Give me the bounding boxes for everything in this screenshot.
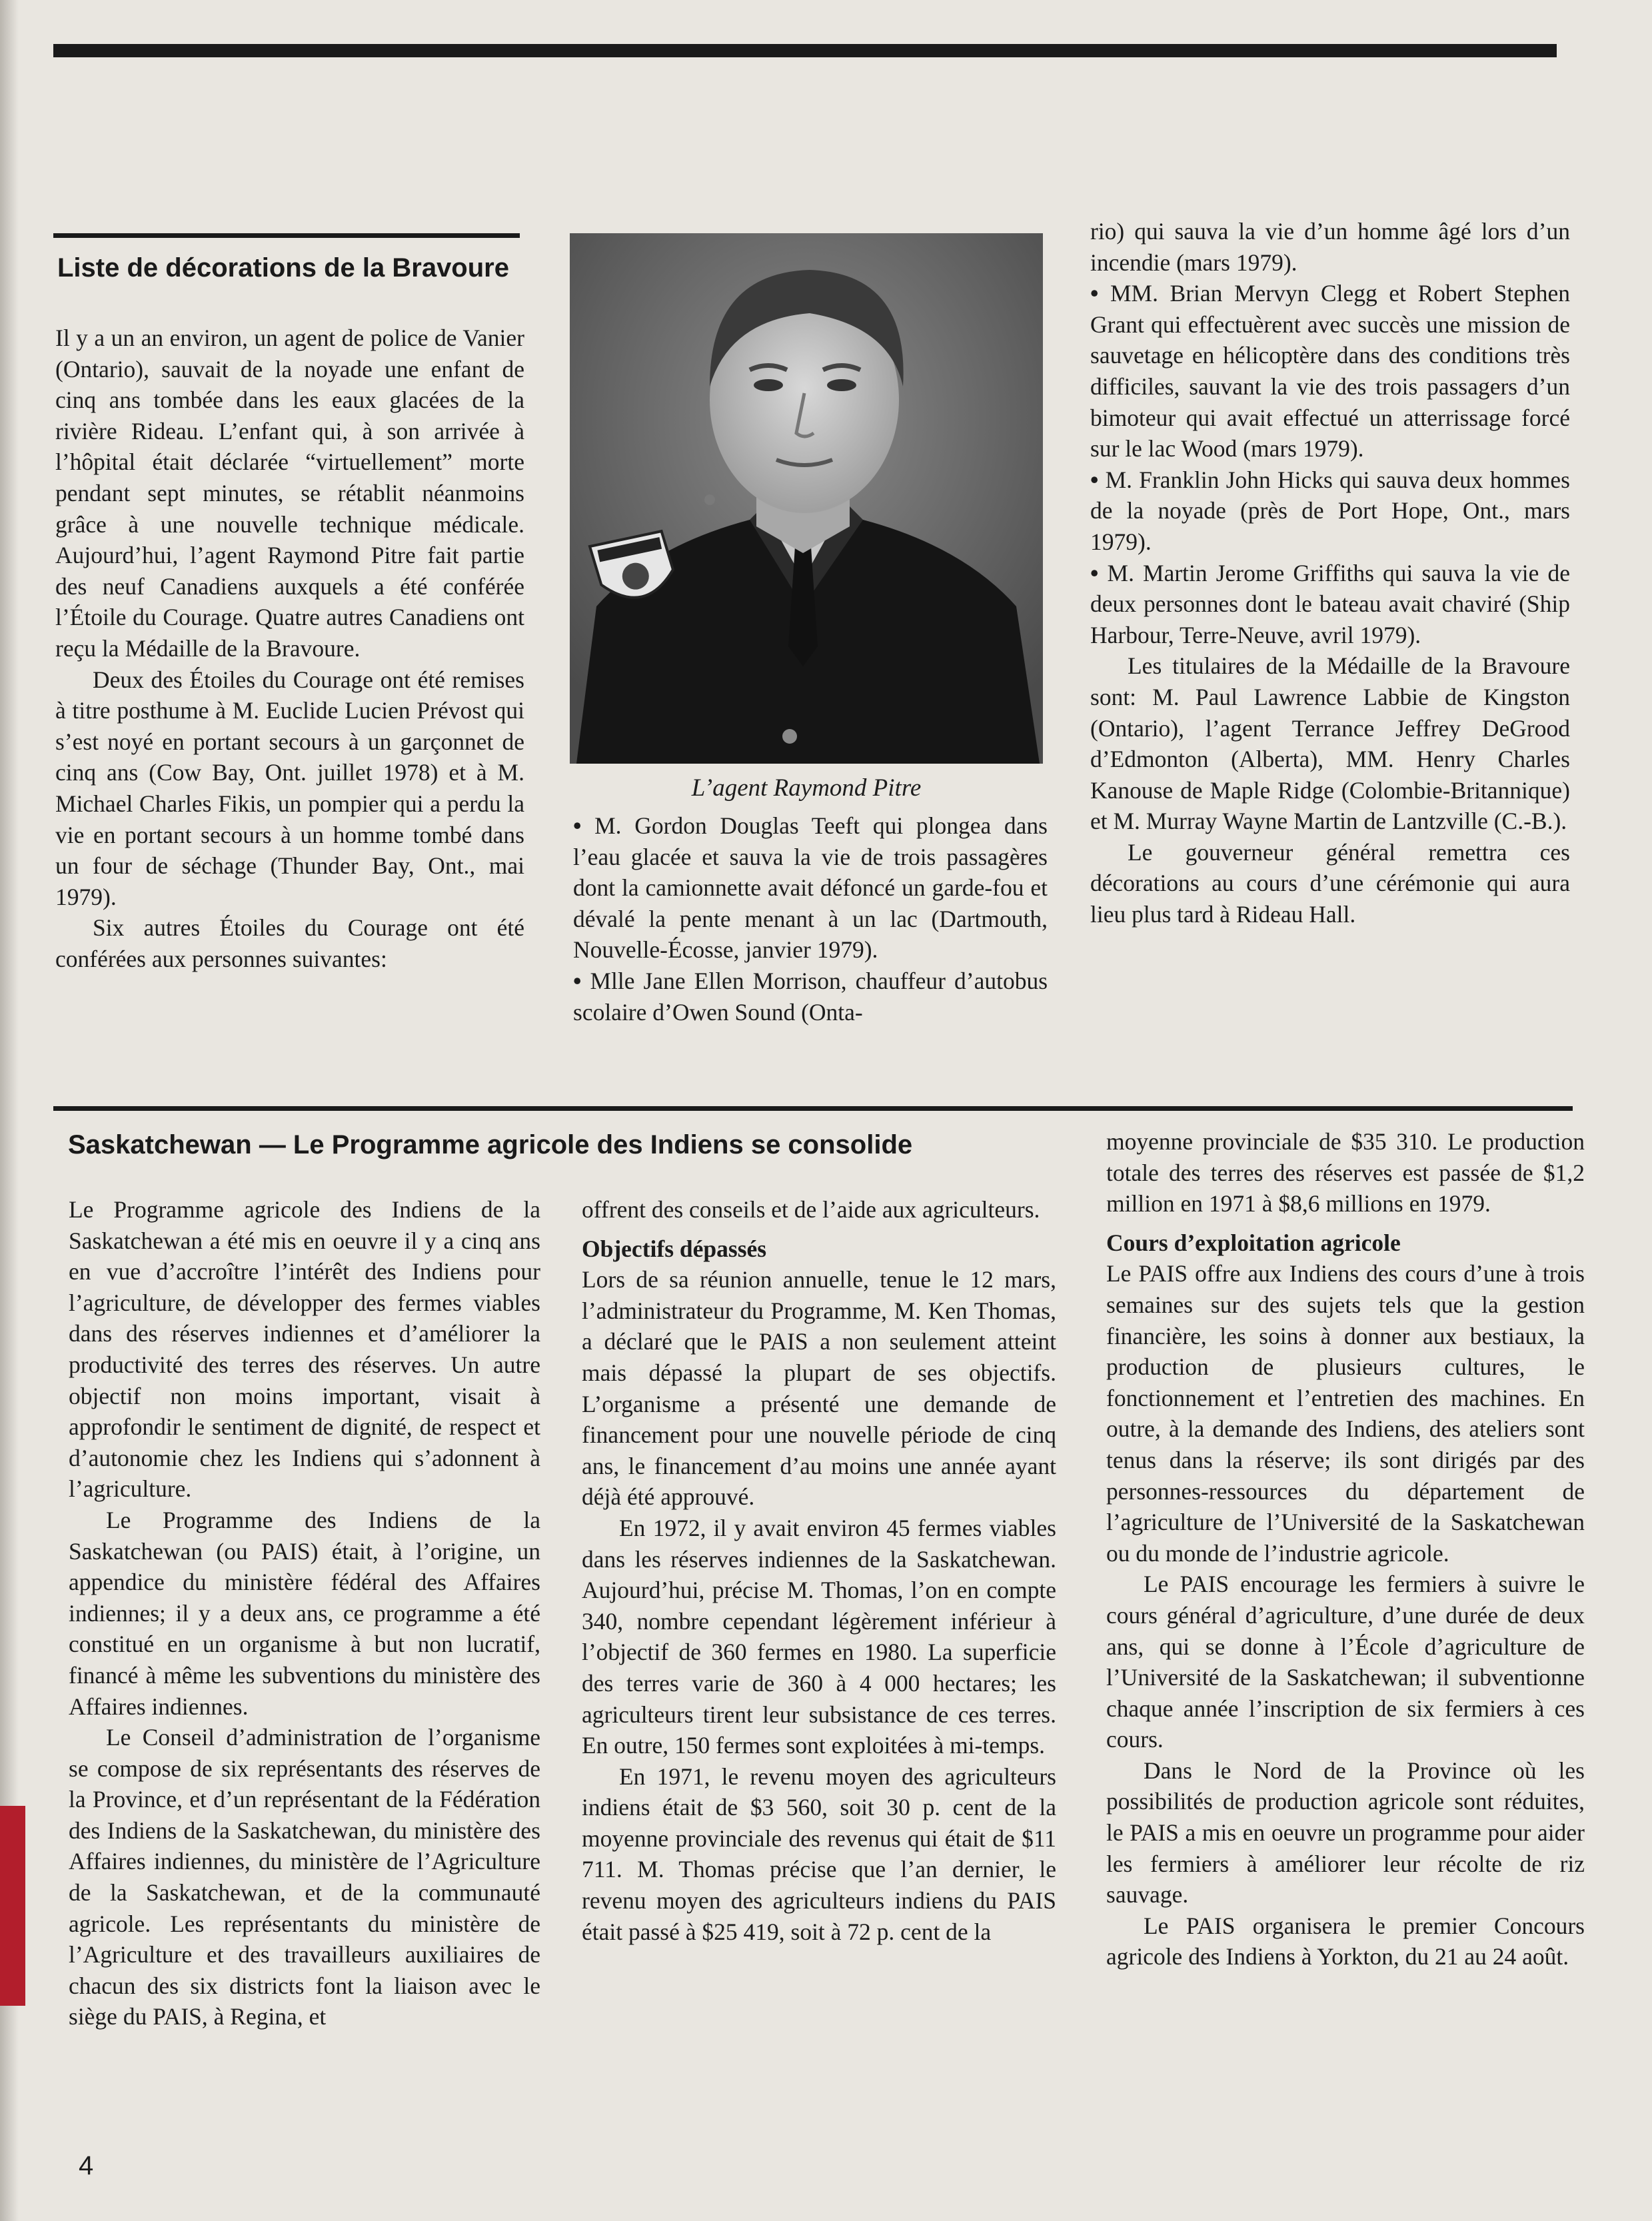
paragraph: Dans le Nord de la Province où les possibilités de production agricole sont réduites, le PAIS a mis en oeuvre un programme pour aider les fermiers à améliorer leur récolte de riz sauvage.	[1106, 1757, 1585, 1908]
paragraph: Deux des Étoiles du Courage ont été remises à titre posthume à M. Euclide Lucien Prévost qui s’est noyé en portant secours à un garçonnet de cinq ans (Cow Bay, Ont. juillet 1978) et à M. Michael Charles Fikis, un pompier qui a perdu la vie en portant secours à un homme tombé dans un four de séchage (Thunder Bay, Ont., mai 1979).	[55, 666, 524, 910]
portrait-illustration	[570, 233, 1043, 764]
photo-caption: L’agent Raymond Pitre	[691, 774, 922, 802]
list-item: • M. Gordon Douglas Teeft qui plongea dans l’eau glacée et sauva la vie de trois passagères dont la camionnette avait défoncé un garde-fou et dévalé la pente menant à un lac (Dartmouth, Nouvelle-Écosse, janvier 1979).	[573, 810, 1048, 966]
paragraph: Six autres Étoiles du Courage ont été conférées aux personnes suivantes:	[55, 914, 524, 972]
section2-column-1	[69, 1194, 540, 2032]
page-number: 4	[79, 2151, 94, 2180]
list-item: • MM. Brian Mervyn Clegg et Robert Stephen Grant qui effectuèrent avec succès une mission de sauvetage en hélicoptère dans des conditions très difficiles, sauvant la vie des trois passagers d’un bimoteur qui avait effectué un atterrissage forcé sur le lac Wood (mars 1979).	[1090, 278, 1570, 464]
section1-heading: Liste de décorations de la Bravoure	[57, 253, 509, 283]
subheading-cours: Cours d’exploitation agricole	[1106, 1229, 1401, 1256]
section2-column-2	[582, 1194, 1056, 1947]
section2-rule	[53, 1106, 1573, 1111]
section2-heading: Saskatchewan — Le Programme agricole des Indiens se consolide	[68, 1130, 913, 1159]
paragraph: rio) qui sauva la vie d’un homme âgé lors d’un incendie (mars 1979).	[1090, 218, 1570, 276]
section2-column-3	[1106, 1126, 1585, 1972]
photo-raymond-pitre	[570, 233, 1043, 764]
paragraph: En 1971, le revenu moyen des agriculteurs indiens était de $3 560, soit 30 p. cent de la moyenne provinciale des revenus qui était de $11 711. M. Thomas précise que l’an dernier, le revenu moyen des agriculteurs indiens du PAIS était passé à $25 419, soit à 72 p. cent de la	[582, 1763, 1056, 1945]
paragraph: Le PAIS offre aux Indiens des cours d’une à trois semaines sur des sujets tels que la gestion financière, les soins à donner aux bestiaux, la production de plusieurs cultures, le fonctionnement et l’entretien des machines. En outre, à la demande des Indiens, des ateliers sont tenus dans la réserve; ils sont dirigés par des personnes-ressources du département de l’agriculture de l’Université de la Saskatchewan ou du monde de l’industrie agricole.	[1106, 1260, 1585, 1567]
paragraph: Il y a un an environ, un agent de police de Vanier (Ontario), sauvait de la noyade une enfant de cinq ans tombée dans les eaux glacées de la rivière Rideau. L’enfant qui, à son arrivée à l’hôpital était déclarée “virtuellement” morte pendant sept minutes, se rétablit néanmoins grâce à une nouvelle technique médicale. Aujourd’hui, l’agent Raymond Pitre fait partie des neuf Canadiens auxquels a été conférée l’Étoile du Courage. Quatre autres Canadiens ont reçu la Médaille de la Bravoure.	[55, 325, 524, 662]
top-rule	[53, 44, 1557, 57]
paragraph: Le gouverneur général remettra ces décorations au cours d’une cérémonie qui aura lieu plus tard à Rideau Hall.	[1090, 838, 1570, 928]
section1-column-1	[55, 323, 524, 974]
paragraph: moyenne provinciale de $35 310. Le production totale des terres des réserves est passée de $1,2 million en 1971 à $8,6 millions en 1979.	[1106, 1128, 1585, 1217]
list-item: • Mlle Jane Ellen Morrison, chauffeur d’autobus scolaire d’Owen Sound (Onta-	[573, 966, 1048, 1028]
binding-edge	[0, 1806, 25, 2006]
paragraph: En 1972, il y avait environ 45 fermes viables dans les réserves indiennes de la Saskatchewan. Aujourd’hui, précise M. Thomas, l’on en compte 340, nombre cependant légèrement inférieur à l’objectif de 360 fermes en 1980. La superficie des terres varie de 360 à 4 000 hectares; les agriculteurs tirent leur subsistance de ces terres. En outre, 150 fermes sont exploitées à mi-temps.	[582, 1514, 1056, 1759]
subheading-objectifs: Objectifs dépassés	[582, 1235, 767, 1262]
section1-column-3	[1090, 216, 1570, 930]
paragraph: Le Programme des Indiens de la Saskatchewan (ou PAIS) était, à l’origine, un appendice du ministère fédéral des Affaires indiennes; il y a deux ans, ce programme a été constitué en un organisme à but non lucratif, financé à même les subventions du ministère des Affaires indiennes.	[69, 1506, 540, 1720]
paragraph: Les titulaires de la Médaille de la Bravoure sont: M. Paul Lawrence Labbie de Kingston (Ontario), l’agent Terrance Jeffrey DeGrood d’Edmonton (Alberta), MM. Henry Charles Kanouse de Maple Ridge (Colombie-Britannique) et M. Murray Wayne Martin de Lantzville (C.-B.).	[1090, 652, 1570, 835]
paragraph: Le PAIS encourage les fermiers à suivre le cours général d’agriculture, d’une durée de deux ans, qui se donne à l’École d’agriculture de l’Université de la Saskatchewan; il subventionne chaque année l’inscription de six fermiers à ces cours.	[1106, 1571, 1585, 1753]
paragraph: offrent des conseils et de l’aide aux agriculteurs.	[582, 1196, 1040, 1223]
paragraph: Lors de sa réunion annuelle, tenue le 12 mars, l’administrateur du Programme, M. Ken Thomas, a déclaré que le PAIS a non seulement atteint mais dépassé la plupart de ses objectifs. L’organisme a présenté une demande de financement pour une nouvelle période de cinq ans, le financement d’au moins une année ayant déjà été approuvé.	[582, 1266, 1056, 1511]
section1-column-2	[573, 810, 1048, 1028]
section1-rule	[53, 233, 520, 238]
paragraph: Le PAIS organisera le premier Concours agricole des Indiens à Yorkton, du 21 au 24 août.	[1106, 1912, 1585, 1970]
list-item: • M. Martin Jerome Griffiths qui sauva la vie de deux personnes dont le bateau avait chaviré (Ship Harbour, Terre-Neuve, avril 1979).	[1090, 558, 1570, 651]
paragraph: Le Conseil d’administration de l’organisme se compose de six représentants des réserves de la Province, et d’un représentant de la Fédération des Indiens de la Saskatchewan, du ministère des Affaires indiennes, du ministère de l’Agriculture de la Saskatchewan, et de la communauté agricole. Les représentants du ministère de l’Agriculture et des travailleurs auxiliaires de chacun des six districts font la liaison avec le siège du PAIS, à Regina, et	[69, 1724, 540, 2030]
paragraph: Le Programme agricole des Indiens de la Saskatchewan a été mis en oeuvre il y a cinq ans en vue d’accroître l’intérêt des Indiens pour l’agriculture, de développer des fermes viables dans des réserves indiennes et d’améliorer la productivité des terres des réserves. Un autre objectif non moins important, visait à approfondir le sentiment de dignité, de respect et d’autonomie chez les Indiens qui s’adonnent à l’agriculture.	[69, 1196, 540, 1503]
list-item: • M. Franklin John Hicks qui sauva deux hommes de la noyade (près de Port Hope, Ont., mars 1979).	[1090, 464, 1570, 558]
